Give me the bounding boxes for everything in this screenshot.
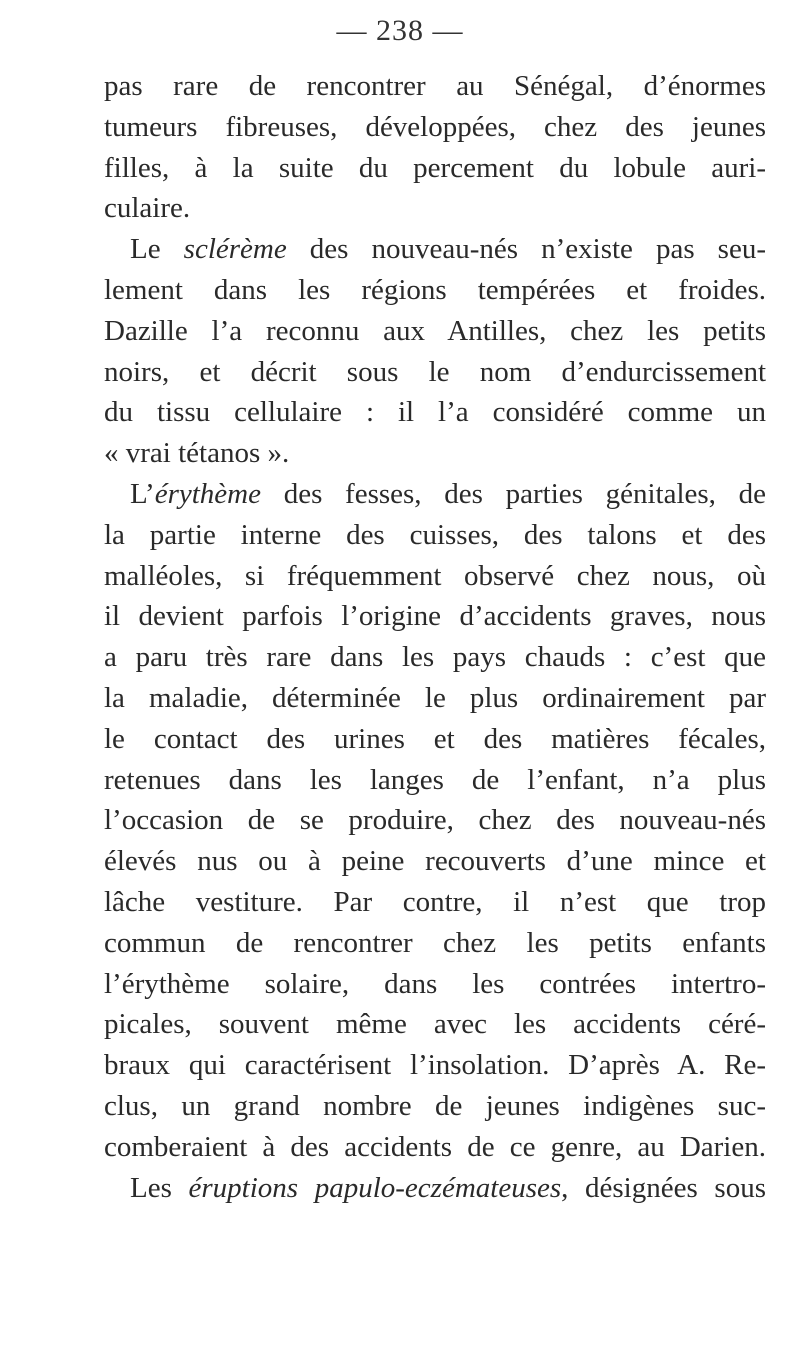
text-line: commun de rencontrer chez les petits enfants xyxy=(104,926,766,959)
italic-term: érythème xyxy=(154,477,261,510)
italic-term: sclérème xyxy=(183,233,287,266)
text-line: tumeurs fibreuses, développées, chez des jeunes xyxy=(104,110,766,143)
line-suffix: des fesses, des parties génitales, de xyxy=(261,477,766,510)
text-line xyxy=(104,229,766,270)
page-number: — 238 — xyxy=(336,14,464,47)
text-line: Dazille l’a reconnu aux Antilles, chez les petits xyxy=(104,314,766,347)
text-line: comberaient à des accidents de ce genre, au Darien. xyxy=(104,1130,766,1163)
text-line: lement dans les régions tempérées et froides. xyxy=(104,273,766,306)
text-line: lâche vestiture. Par contre, il n’est que trop xyxy=(104,885,766,918)
text-line: clus, un grand nombre de jeunes indigènes suc- xyxy=(104,1089,766,1122)
text-line: culaire. xyxy=(104,192,191,225)
text-line xyxy=(104,474,766,515)
italic-term: éruptions papulo-eczémateuses xyxy=(188,1171,562,1204)
text-line: l’occasion de se produire, chez des nouveau-nés xyxy=(104,804,766,837)
line-prefix: Le xyxy=(130,233,184,266)
text-line: du tissu cellulaire : il l’a considéré comme un xyxy=(104,396,766,429)
text-line: il devient parfois l’origine d’accidents graves, nous xyxy=(104,600,766,633)
text-line: picales, souvent même avec les accidents céré- xyxy=(104,1008,766,1041)
text-line: pas rare de rencontrer au Sénégal, d’énormes xyxy=(104,70,766,102)
line-suffix: des nouveau-nés n’existe pas seu- xyxy=(286,233,766,266)
line-suffix: , désignées sous xyxy=(561,1171,766,1204)
line-prefix: Les xyxy=(130,1171,189,1204)
text-line: « vrai tétanos ». xyxy=(104,437,290,470)
text-line: malléoles, si fréquemment observé chez nous, où xyxy=(104,559,766,592)
line-prefix: L’ xyxy=(130,477,155,510)
body-text xyxy=(104,66,766,1208)
text-line: élevés nus ou à peine recouverts d’une mince et xyxy=(104,845,766,878)
text-line xyxy=(104,1168,766,1209)
text-line: a paru très rare dans les pays chauds : c’est que xyxy=(104,641,766,674)
text-line: l’érythème solaire, dans les contrées intertro- xyxy=(104,967,766,1000)
text-line: la maladie, déterminée le plus ordinairement par xyxy=(104,681,766,714)
text-line: braux qui caractérisent l’insolation. D’après A. Re- xyxy=(104,1049,766,1082)
text-line: noirs, et décrit sous le nom d’endurcissement xyxy=(104,355,766,388)
text-line: retenues dans les langes de l’enfant, n’a plus xyxy=(104,763,766,796)
text-line: le contact des urines et des matières fécales, xyxy=(104,722,766,755)
text-line: filles, à la suite du percement du lobule auri- xyxy=(104,151,766,184)
text-line: la partie interne des cuisses, des talons et des xyxy=(104,518,766,551)
